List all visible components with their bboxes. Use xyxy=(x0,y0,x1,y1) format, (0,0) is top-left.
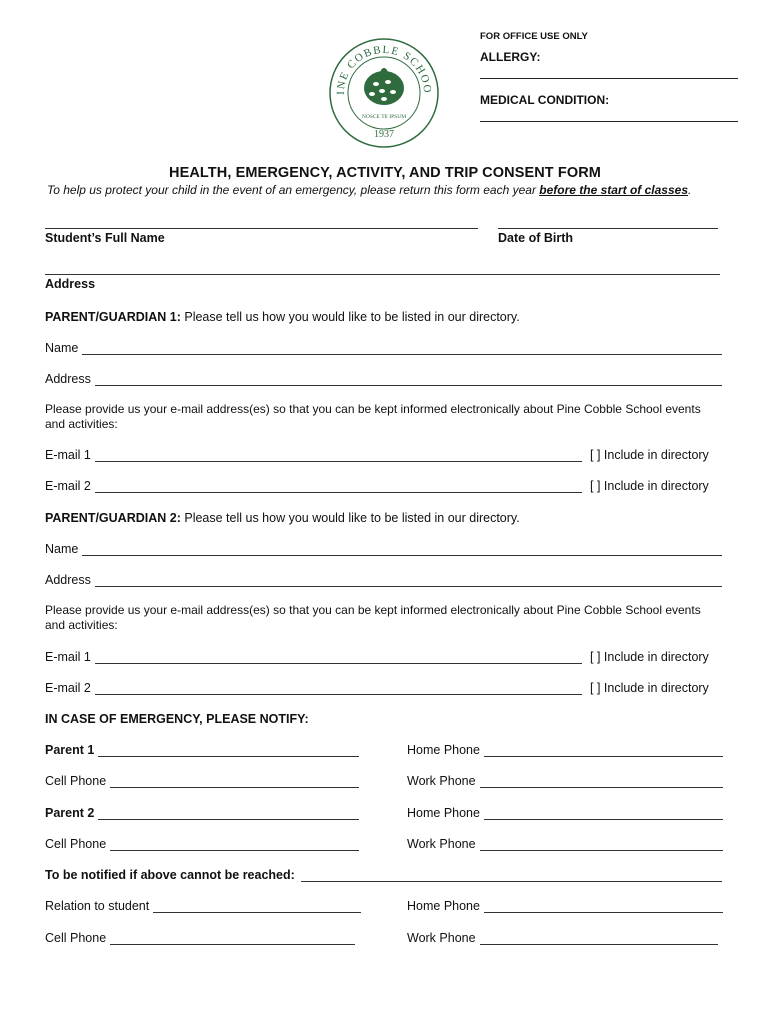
guardian2-email1-row xyxy=(45,650,582,664)
form-instructions xyxy=(47,183,691,197)
guardian1-email-note: Please provide us your e-mail address(es) so that you can be kept informed electronically about Pine Cobble School events and activities: xyxy=(45,402,701,431)
backup-work-phone-field[interactable] xyxy=(480,933,718,945)
backup-home-phone-label: Home Phone xyxy=(407,899,480,913)
page-title: HEALTH, EMERGENCY, ACTIVITY, AND TRIP CONSENT FORM xyxy=(169,165,601,181)
guardian2-name-field[interactable] xyxy=(82,544,722,556)
parent2-home-phone-field[interactable] xyxy=(484,808,723,820)
parent1-label: Parent 1 xyxy=(45,743,95,757)
guardian2-email1-label: E-mail 1 xyxy=(45,650,91,664)
svg-text:NOSCE TE IPSUM: NOSCE TE IPSUM xyxy=(361,114,407,120)
guardian1-email2-field[interactable] xyxy=(95,481,582,493)
parent1-field[interactable] xyxy=(98,745,359,757)
guardian2-email1-field[interactable] xyxy=(95,652,582,664)
date-of-birth-label: Date of Birth xyxy=(498,231,573,245)
backup-work-phone-label: Work Phone xyxy=(407,931,476,945)
guardian1-heading xyxy=(45,310,520,324)
relation-row xyxy=(45,899,361,913)
parent1-work-phone-field[interactable] xyxy=(480,776,723,788)
guardian2-heading-text: Please tell us how you would like to be listed in our directory. xyxy=(180,511,520,525)
guardian1-email1-label: E-mail 1 xyxy=(45,448,91,462)
medical-condition-label: MEDICAL CONDITION: xyxy=(480,93,610,107)
guardian1-heading-text: Please tell us how you would like to be listed in our directory. xyxy=(180,310,520,324)
guardian2-address-field[interactable] xyxy=(95,575,722,587)
backup-cell-field[interactable] xyxy=(110,933,355,945)
student-name-label: Student’s Full Name xyxy=(45,231,165,245)
guardian2-email-note: Please provide us your e-mail address(es) so that you can be kept informed electronically about Pine Cobble School events and activities: xyxy=(45,603,701,632)
allergy-label: ALLERGY: xyxy=(480,50,541,64)
guardian1-address-row xyxy=(45,372,722,386)
guardian2-email2-field[interactable] xyxy=(95,683,582,695)
parent2-home-phone-row xyxy=(407,806,723,820)
guardian1-address-label: Address xyxy=(45,372,91,386)
svg-text:PINE COBBLE SCHOOL: INE COBBLE SCHOO xyxy=(334,43,434,95)
office-use-label: FOR OFFICE USE ONLY xyxy=(480,31,588,42)
parent2-row xyxy=(45,806,359,820)
school-logo xyxy=(328,36,440,150)
guardian2-email1-include-checkbox[interactable]: [ ] Include in directory xyxy=(590,650,709,664)
parent1-home-phone-label: Home Phone xyxy=(407,743,480,757)
parent1-cell-row xyxy=(45,774,359,788)
guardian2-heading-label: PARENT/GUARDIAN 2: xyxy=(45,511,181,525)
student-name-field[interactable] xyxy=(45,228,478,229)
backup-home-phone-field[interactable] xyxy=(484,901,723,913)
relation-field[interactable] xyxy=(153,901,361,913)
backup-work-phone-row xyxy=(407,931,718,945)
relation-label: Relation to student xyxy=(45,899,150,913)
guardian2-address-row xyxy=(45,573,722,587)
parent2-label: Parent 2 xyxy=(45,806,95,820)
guardian1-email1-field[interactable] xyxy=(95,450,582,462)
guardian1-heading-label: PARENT/GUARDIAN 1: xyxy=(45,310,181,324)
parent2-work-phone-label: Work Phone xyxy=(407,837,476,851)
parent1-work-phone-label: Work Phone xyxy=(407,774,476,788)
parent2-home-phone-label: Home Phone xyxy=(407,806,480,820)
backup-home-phone-row xyxy=(407,899,723,913)
backup-contact-label: To be notified if above cannot be reached: xyxy=(45,868,295,882)
guardian1-email2-label: E-mail 2 xyxy=(45,479,91,493)
parent2-work-phone-field[interactable] xyxy=(480,839,723,851)
guardian1-address-field[interactable] xyxy=(95,374,722,386)
guardian1-email2-row xyxy=(45,479,582,493)
svg-text:1937: 1937 xyxy=(374,129,394,140)
guardian1-email1-row xyxy=(45,448,582,462)
guardian2-email2-row xyxy=(45,681,582,695)
parent1-cell-field[interactable] xyxy=(110,776,359,788)
guardian1-name-row xyxy=(45,341,722,355)
parent1-row xyxy=(45,743,359,757)
instructions-deadline: before the start of classes xyxy=(539,183,689,197)
guardian2-name-row xyxy=(45,542,722,556)
parent1-home-phone-row xyxy=(407,743,723,757)
guardian1-email2-include-checkbox[interactable]: [ ] Include in directory xyxy=(590,479,709,493)
guardian1-email1-include-checkbox[interactable]: [ ] Include in directory xyxy=(590,448,709,462)
backup-contact-field[interactable] xyxy=(301,870,722,882)
allergy-field[interactable] xyxy=(480,78,738,79)
guardian2-address-label: Address xyxy=(45,573,91,587)
parent1-work-phone-row xyxy=(407,774,723,788)
backup-cell-label: Cell Phone xyxy=(45,931,107,945)
parent2-field[interactable] xyxy=(98,808,359,820)
guardian2-email2-include-checkbox[interactable]: [ ] Include in directory xyxy=(590,681,709,695)
instructions-end: . xyxy=(688,183,692,197)
guardian1-name-label: Name xyxy=(45,341,79,355)
parent2-cell-field[interactable] xyxy=(110,839,359,851)
student-address-field[interactable] xyxy=(45,274,720,275)
guardian2-name-label: Name xyxy=(45,542,79,556)
guardian1-name-field[interactable] xyxy=(82,343,722,355)
backup-cell-row xyxy=(45,931,355,945)
instructions-text: To help us protect your child in the event of an emergency, please return this form each year xyxy=(47,183,540,197)
parent2-work-phone-row xyxy=(407,837,723,851)
medical-condition-field[interactable] xyxy=(480,121,738,122)
parent1-cell-label: Cell Phone xyxy=(45,774,107,788)
student-address-label: Address xyxy=(45,277,96,291)
guardian2-heading xyxy=(45,511,520,525)
parent2-cell-row xyxy=(45,837,359,851)
backup-contact-row xyxy=(45,868,722,882)
parent1-home-phone-field[interactable] xyxy=(484,745,723,757)
emergency-heading: IN CASE OF EMERGENCY, PLEASE NOTIFY: xyxy=(45,712,309,726)
date-of-birth-field[interactable] xyxy=(498,228,718,229)
guardian2-email2-label: E-mail 2 xyxy=(45,681,91,695)
parent2-cell-label: Cell Phone xyxy=(45,837,107,851)
